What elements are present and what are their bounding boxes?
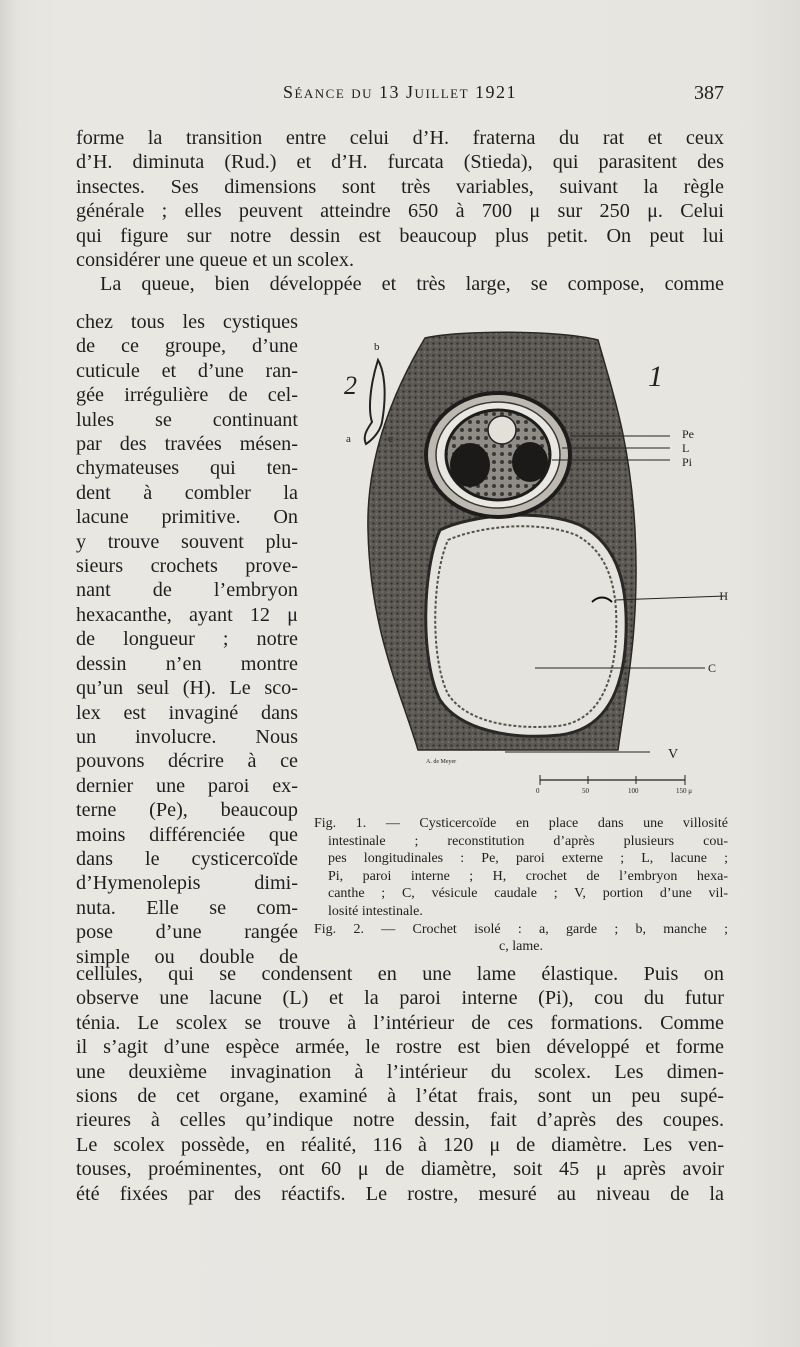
text-line: terne (Pe), beaucoup <box>76 799 298 822</box>
sucker-left <box>450 443 490 487</box>
text-line: générale ; elles peuvent atteindre 650 à 700 μ sur 250 μ. Celui <box>76 200 724 223</box>
text-line: y trouve souvent plu- <box>76 530 298 553</box>
caption-line: Fig. 1. — Cysticercoïde en place dans une villosité <box>314 816 728 831</box>
text-line: d’H. diminuta (Rud.) et d’H. furcata (Stieda), qui parasitent des <box>76 151 724 174</box>
text-line: lacune primitive. On <box>76 506 298 529</box>
text-line: sieurs crochets prove- <box>76 555 298 578</box>
text-line: de ce groupe, d’une <box>76 335 298 358</box>
caption-line: canthe ; C, vésicule caudale ; V, portion d’une vil- <box>328 886 728 902</box>
text-line: forme la transition entre celui d’H. fraterna du rat et ceux <box>76 127 724 149</box>
text-line: par des travées mésen- <box>76 433 298 456</box>
text-line: dent à combler la <box>76 481 298 504</box>
text-line: Le scolex possède, en réalité, 116 à 120 μ de diamètre. Les ven- <box>76 1133 724 1156</box>
paragraph-top <box>76 126 724 297</box>
text-line: d’Hymenolepis dimi- <box>76 872 298 895</box>
text-line: sions de cet organe, examiné à l’état frais, sont un peu supé- <box>76 1085 724 1108</box>
fig2-number: 2 <box>344 371 357 400</box>
scale-tick: 100 <box>628 787 639 795</box>
sucker-right <box>512 442 548 482</box>
caption-line: c, lame. <box>499 939 543 955</box>
text-line: qui figure sur notre dessin est beaucoup plus petit. On peut lui <box>76 224 724 247</box>
paragraph-bottom <box>76 962 724 1206</box>
page-number: 387 <box>694 82 724 104</box>
fig1-number: 1 <box>648 360 663 393</box>
text-line: il s’agit d’une espèce armée, le rostre est bien développé et forme <box>76 1036 724 1059</box>
text-line: La queue, bien développée et très large, se compose, comme <box>100 273 724 296</box>
text-line: ténia. Le scolex se trouve à l’intérieur de ces formations. Comme <box>76 1011 724 1034</box>
text-line: touses, proéminentes, ont 60 μ de diamètre, soit 45 μ après avoir <box>76 1158 724 1181</box>
text-line: hexacanthe, ayant 12 μ <box>76 603 298 626</box>
caption-line: intestinale ; reconstitution d’après plusieurs cou- <box>328 833 728 849</box>
text-line: chymateuses qui ten- <box>76 457 298 480</box>
label-l: L <box>682 441 690 455</box>
text-line: une deuxième invagination à l’intérieur du scolex. Les dimen- <box>76 1060 724 1083</box>
text-line: rieures à celles qu’indique notre dessin, fait d’après des coupes. <box>76 1109 724 1132</box>
text-line: pose d’une rangée <box>76 921 298 944</box>
rostellum <box>488 416 516 444</box>
scale-tick: 0 <box>536 787 540 795</box>
page-header <box>76 82 724 112</box>
text-line: lules se continuant <box>76 408 298 431</box>
text-line: qu’un seul (H). Le sco- <box>76 677 298 700</box>
text-line: dernier une paroi ex- <box>76 774 298 797</box>
label-pe: Pe <box>682 427 694 441</box>
isolated-hook <box>365 360 385 444</box>
text-line: chez tous les cystiques <box>76 311 298 333</box>
label-c-small: c <box>388 433 393 445</box>
label-pi: Pi <box>682 455 693 469</box>
caption-line: Fig. 2. — Crochet isolé : a, garde ; b, manche ; <box>314 921 728 937</box>
label-b: b <box>374 341 380 353</box>
text-line: considérer une queue et un scolex. <box>76 249 355 272</box>
caption-line: Pi, paroi interne ; H, crochet de l’embryon hexa- <box>328 868 728 884</box>
text-line: dessin n’en montre <box>76 652 298 675</box>
text-line: simple ou double de <box>76 945 298 968</box>
figure-drawing <box>330 330 730 800</box>
text-line: insectes. Ses dimensions sont très variables, suivant la règle <box>76 175 724 198</box>
label-c: C <box>708 661 717 675</box>
caption-line: pes longitudinales : Pe, paroi externe ; L, lacune ; <box>328 851 728 867</box>
text-line: pouvons décrire à ce <box>76 750 298 773</box>
caption-line: losité intestinale. <box>328 903 423 919</box>
artist-signature: A. de Meyer <box>426 759 457 765</box>
text-line: un involucre. Nous <box>76 725 298 748</box>
running-head: Séance du 13 Juillet 1921 <box>282 82 518 102</box>
text-line: observe une lacune (L) et la paroi interne (Pi), cou du futur <box>76 987 724 1010</box>
text-line: nuta. Elle se com- <box>76 896 298 919</box>
text-line: été fixées par des réactifs. Le rostre, mesuré au niveau de la <box>76 1182 724 1205</box>
paragraph-wrap-column <box>76 310 298 969</box>
scale-tick: 150 μ <box>676 787 693 795</box>
text-line: lex est invaginé dans <box>76 701 298 724</box>
text-line: dans le cysticercoïde <box>76 847 298 870</box>
scale-tick: 50 <box>582 787 589 795</box>
text-line: cellules, qui se condensent en une lame élastique. Puis on <box>76 963 724 985</box>
figure-caption <box>314 815 728 956</box>
text-line: de longueur ; notre <box>76 628 298 651</box>
text-line: moins différenciée que <box>76 823 298 846</box>
label-a: a <box>346 433 351 445</box>
text-line: gée irrégulière de cel- <box>76 384 298 407</box>
figure-cysticercoid <box>330 330 730 800</box>
text-line: cuticule et d’une ran- <box>76 359 298 382</box>
label-h: H <box>719 589 728 603</box>
label-v: V <box>668 747 679 762</box>
text-line: nant de l’embryon <box>76 579 298 602</box>
